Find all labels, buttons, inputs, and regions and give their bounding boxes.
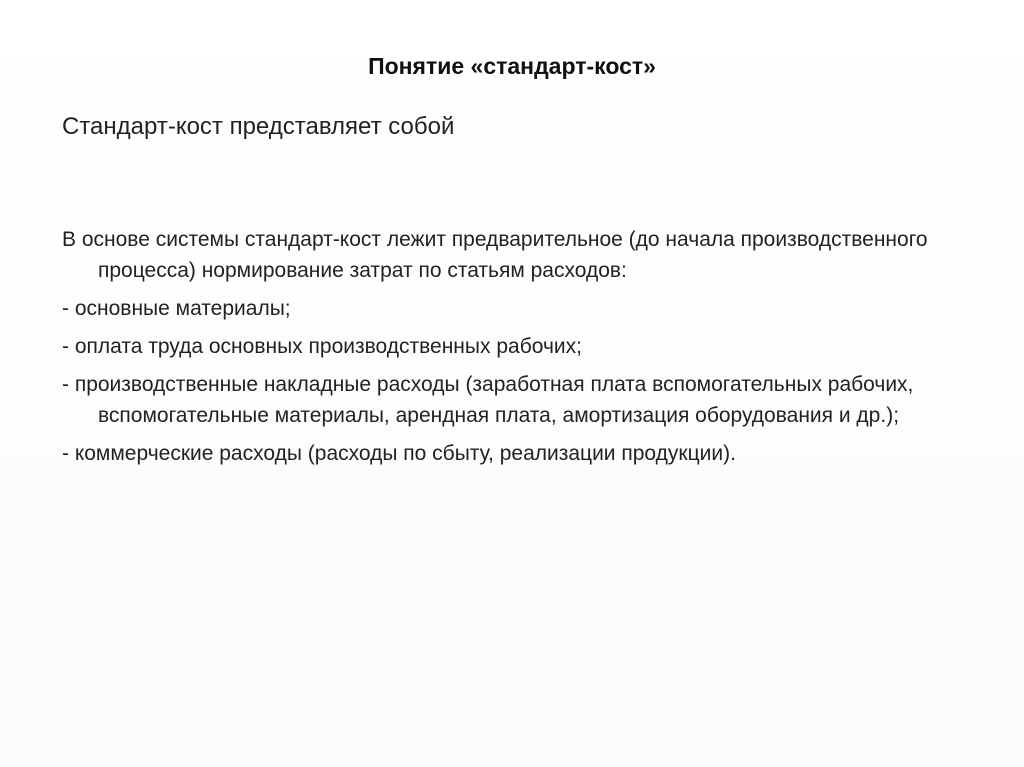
- slide-title: Понятие «стандарт-кост»: [368, 53, 656, 79]
- list-item-commercial: - коммерческие расходы (расходы по сбыту, реализации продукции).: [62, 442, 736, 465]
- body-text: [62, 224, 962, 476]
- list-item-materials: - основные материалы;: [62, 297, 291, 320]
- list-item-labor: - оплата труда основных производственных рабочих;: [62, 335, 582, 358]
- slide-subtitle: Стандарт-кост представляет собой: [62, 113, 455, 140]
- list-item-overhead: - производственные накладные расходы (заработная плата вспомогательных рабочих, вспомогательные материалы, арендная плата, амортизация оборудования и др.);: [62, 373, 914, 427]
- intro-paragraph: В основе системы стандарт-кост лежит предварительное (до начала производственного процесса) нормирование затрат по статьям расходов:: [62, 228, 928, 282]
